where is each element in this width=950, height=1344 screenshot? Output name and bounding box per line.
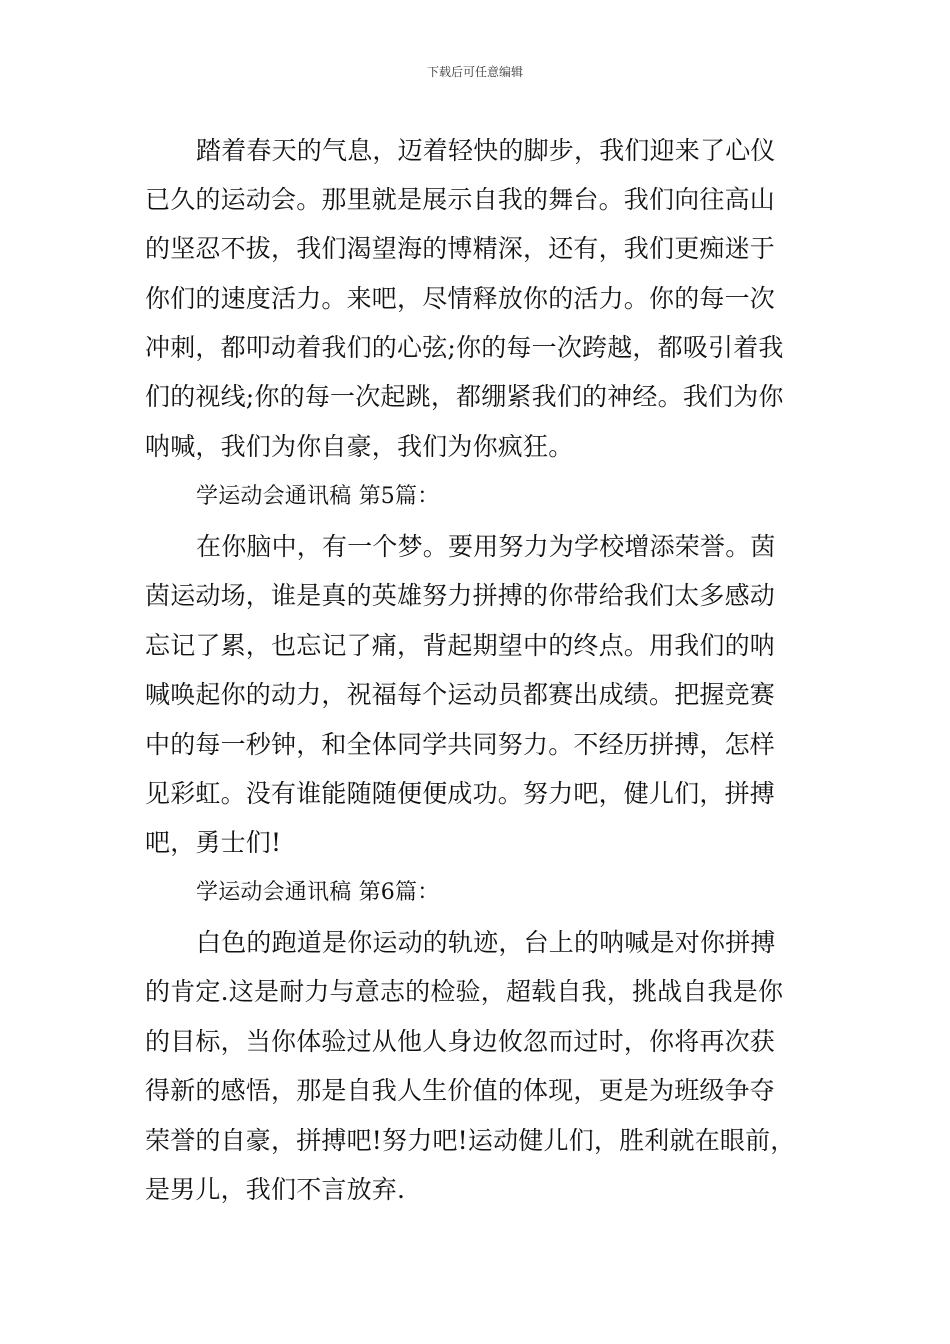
paragraph-line: 的目标，当你体验过从他人身边攸忽而过时，你将再次获 — [145, 1027, 776, 1056]
paragraph-line: 喊唤起你的动力，祝福每个运动员都赛出成绩。把握竞赛 — [145, 680, 776, 709]
paragraph-line: 你们的速度活力。来吧，尽情释放你的活力。你的每一次 — [145, 284, 776, 313]
paragraph-line: 的坚忍不拔，我们渴望海的博精深，还有，我们更痴迷于 — [145, 234, 776, 263]
paragraph-line: 中的每一秒钟，和全体同学共同努力。不经历拼搏，怎样 — [145, 730, 776, 759]
paragraph-line: 是男儿，我们不言放弃. — [145, 1175, 406, 1204]
paragraph-line: 已久的运动会。那里就是展示自我的舞台。我们向往高山 — [145, 185, 776, 214]
page-header: 下载后可任意编辑 — [426, 65, 523, 79]
paragraph-line: 冲刺，都叩动着我们的心弦;你的每一次跨越，都吸引着我 — [145, 333, 784, 362]
paragraph-line: 见彩虹。没有谁能随随便便成功。努力吧，健儿们，拼搏 — [145, 779, 776, 808]
section-heading: 学运动会通讯稿 第6篇： — [196, 880, 440, 905]
paragraph-line: 茵运动场，谁是真的英雄努力拼搏的你带给我们太多感动 — [145, 581, 776, 610]
paragraph-line: 的肯定.这是耐力与意志的检验，超载自我，挑战自我是你 — [145, 977, 784, 1006]
paragraph-line: 吧，勇士们! — [145, 828, 282, 857]
section-heading: 学运动会通讯稿 第5篇： — [196, 484, 440, 509]
paragraph-line: 得新的感悟，那是自我人生价值的体现，更是为班级争夺 — [145, 1076, 776, 1105]
paragraph-line: 白色的跑道是你运动的轨迹，台上的呐喊是对你拼搏 — [196, 928, 776, 957]
paragraph-line: 忘记了累，也忘记了痛，背起期望中的终点。用我们的呐 — [145, 631, 776, 660]
paragraph-line: 呐喊，我们为你自豪，我们为你疯狂。 — [145, 432, 574, 461]
paragraph-line: 们的视线;你的每一次起跳，都绷紧我们的神经。我们为你 — [145, 382, 784, 411]
paragraph-line: 在你脑中，有一个梦。要用努力为学校增添荣誉。茵 — [196, 532, 776, 561]
paragraph-line: 荣誉的自豪，拼搏吧!努力吧!运动健儿们，胜利就在眼前， — [145, 1126, 796, 1155]
paragraph-line: 踏着春天的气息，迈着轻快的脚步，我们迎来了心仪 — [196, 136, 776, 165]
